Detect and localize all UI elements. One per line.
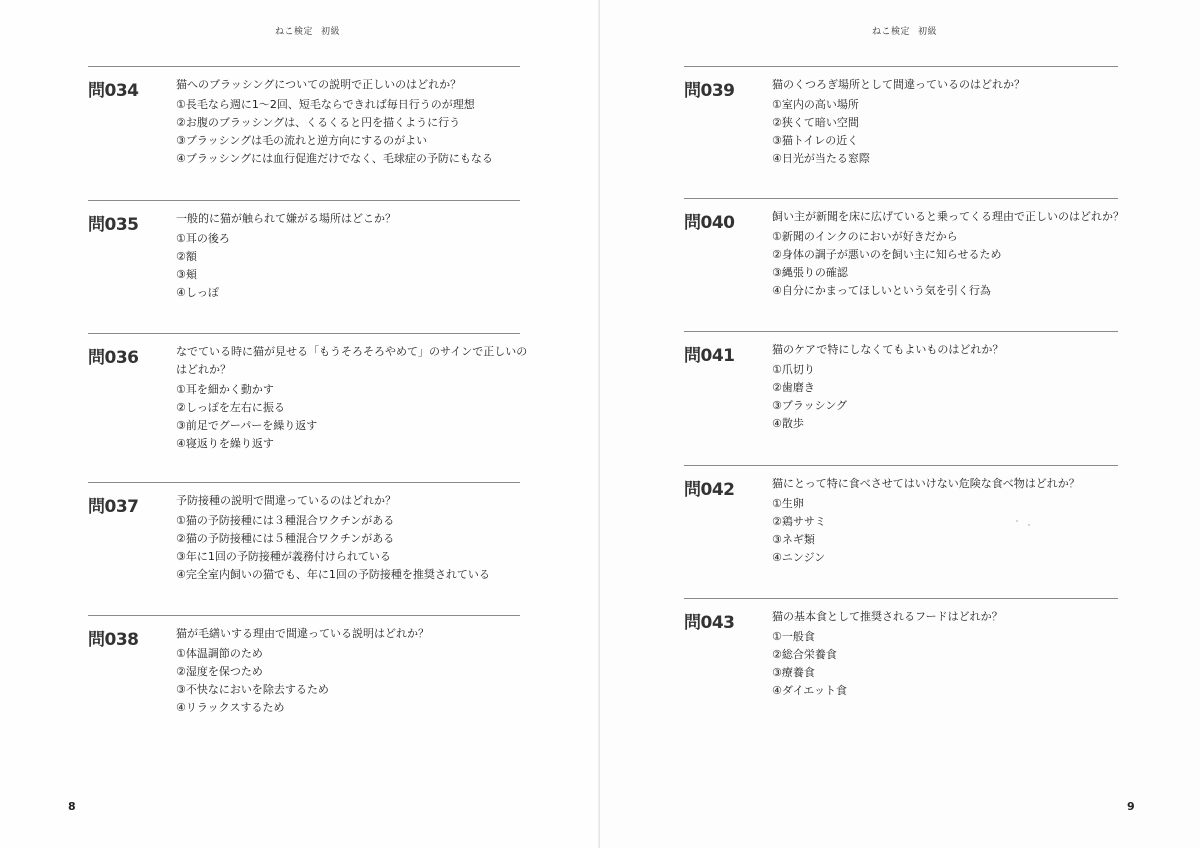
choice-item: ①新聞のインクのにおいが好きだから [772, 230, 958, 243]
choice-item: ③年に1回の予防接種が義務付けられている [176, 550, 391, 563]
choice-item: ④完全室内飼いの猫でも、年に1回の予防接種を推奨されている [176, 568, 490, 581]
question-text: 猫のケアで特にしなくてもよいものはどれか？ [772, 343, 1004, 356]
divider [88, 615, 520, 616]
choice-item: ④自分にかまってほしいという気を引く行為 [772, 284, 991, 297]
divider [684, 465, 1118, 466]
choice-item: ②額 [176, 250, 197, 263]
paper-speck [1016, 520, 1018, 522]
divider [88, 66, 520, 67]
choice-list [176, 645, 530, 717]
choice-item: ③縄張りの確認 [772, 266, 848, 279]
question-number: 問043 [684, 613, 735, 633]
choice-item: ③療養食 [772, 666, 815, 679]
choice-item: ④散歩 [772, 417, 804, 430]
question-text: 予防接種の説明で間違っているのはどれか？ [176, 494, 396, 507]
choice-item: ④日光が当たる窓際 [772, 152, 870, 165]
choice-item: ②身体の調子が悪いのを飼い主に知らせるため [772, 248, 1002, 261]
choice-item: ②歯磨き [772, 381, 815, 394]
question-number: 問040 [684, 213, 735, 233]
question-block [684, 331, 1118, 430]
question-number: 問036 [88, 348, 139, 368]
choice-item: ③前足でグーパーを繰り返す [176, 419, 318, 432]
choice-list [176, 512, 530, 584]
choice-item: ②しっぽを左右に振る [176, 401, 285, 414]
choice-item: ③不快なにおいを除去するため [176, 683, 329, 696]
choice-list [772, 361, 1128, 433]
question-block [88, 482, 520, 581]
choice-item: ①一般食 [772, 630, 815, 643]
choice-item: ③ブラッシングは毛の流れと逆方向にするのがよい [176, 134, 428, 147]
choice-item: ②お腹のブラッシングは、くるくると円を描くように行う [176, 116, 461, 129]
header-level: 初級 [321, 27, 341, 37]
running-header [872, 24, 937, 37]
choice-list [176, 230, 530, 302]
question-text: 猫が毛繕いする理由で間違っている説明はどれか？ [176, 627, 429, 640]
choice-item: ②猫の予防接種には５種混合ワクチンがある [176, 532, 395, 545]
question-text: なでている時に猫が見せる「もうそろそろやめて」のサインで正しいのはどれか？ [176, 345, 528, 376]
question-number: 問039 [684, 81, 735, 101]
question-text: 飼い主が新聞を床に広げていると乗ってくる理由で正しいのはどれか？ [772, 210, 1124, 223]
header-level: 初級 [918, 27, 938, 37]
choice-item: ④ニンジン [772, 551, 826, 564]
question-block [684, 66, 1118, 165]
question-text: 猫にとって特に食べさせてはいけない危険な食べ物はどれか？ [772, 477, 1080, 490]
question-number: 問034 [88, 81, 139, 101]
question-block [88, 615, 520, 714]
divider [88, 333, 520, 334]
right-page [600, 0, 1200, 848]
divider [684, 598, 1118, 599]
choice-item: ③頬 [176, 268, 197, 281]
choice-list [772, 228, 1128, 300]
choice-list [176, 381, 530, 453]
choice-item: ②湿度を保つため [176, 665, 263, 678]
divider [88, 482, 520, 483]
question-block [88, 66, 520, 165]
choice-item: ④ブラッシングには血行促進だけでなく、毛球症の予防にもなる [176, 152, 493, 165]
question-text: 猫のくつろぎ場所として間違っているのはどれか？ [772, 78, 1025, 91]
choice-item: ①室内の高い場所 [772, 98, 859, 111]
page-number: 8 [68, 800, 76, 813]
question-number: 問038 [88, 630, 139, 650]
question-number: 問035 [88, 215, 139, 235]
choice-list [176, 96, 530, 168]
choice-item: ①長毛なら週に1〜2回、短毛ならできれば毎日行うのが理想 [176, 98, 475, 111]
choice-item: ④ダイエット食 [772, 684, 847, 697]
divider [684, 66, 1118, 67]
choice-item: ①耳を細かく動かす [176, 383, 274, 396]
question-block [88, 200, 520, 299]
choice-item: ③ネギ類 [772, 533, 815, 546]
choice-item: ②総合栄養食 [772, 648, 837, 661]
choice-item: ①体温調節のため [176, 647, 263, 660]
choice-list [772, 628, 1128, 700]
question-number: 問042 [684, 480, 735, 500]
choice-item: ③ブラッシング [772, 399, 848, 412]
choice-item: ①耳の後ろ [176, 232, 230, 245]
question-text: 猫へのブラッシングについての説明で正しいのはどれか？ [176, 78, 462, 91]
choice-item: ①爪切り [772, 363, 815, 376]
choice-item: ④しっぽ [176, 286, 219, 299]
choice-list [772, 96, 1128, 168]
divider [684, 198, 1118, 199]
choice-item: ④リラックスするため [176, 701, 285, 714]
question-block [684, 198, 1124, 297]
running-header [275, 24, 340, 37]
choice-item: ①猫の予防接種には３種混合ワクチンがある [176, 514, 395, 527]
page-number: 9 [1127, 800, 1135, 813]
divider [684, 331, 1118, 332]
choice-list [772, 495, 1128, 567]
divider [88, 200, 520, 201]
choice-item: ①生卵 [772, 497, 804, 510]
question-block [88, 333, 528, 450]
question-number: 問041 [684, 346, 735, 366]
header-book-title: ねこ検定 [275, 27, 314, 37]
paper-speck [1028, 524, 1030, 526]
question-block [684, 465, 1118, 564]
question-number: 問037 [88, 497, 139, 517]
header-book-title: ねこ検定 [872, 27, 911, 37]
choice-item: ②鶏ササミ [772, 515, 826, 528]
choice-item: ②狭くて暗い空間 [772, 116, 859, 129]
choice-item: ④寝返りを繰り返す [176, 437, 274, 450]
question-text: 猫の基本食として推奨されるフードはどれか？ [772, 610, 1003, 623]
question-text: 一般的に猫が触られて嫌がる場所はどこか？ [176, 212, 396, 225]
choice-item: ③猫トイレの近く [772, 134, 859, 147]
question-block [684, 598, 1118, 697]
